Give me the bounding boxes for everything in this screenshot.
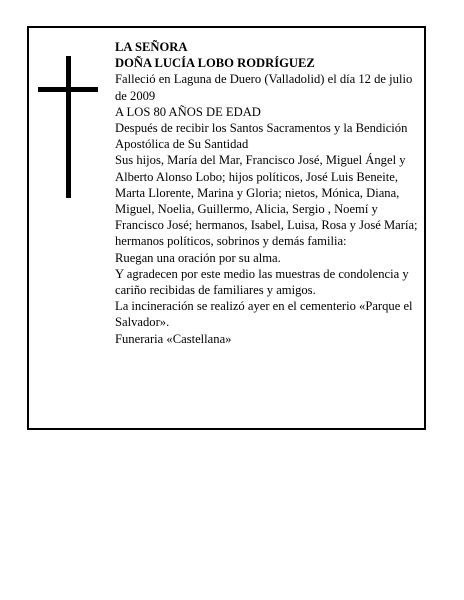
cremation-statement: La incineración se realizó ayer en el cementerio «Parque el Salvador».: [115, 299, 413, 330]
age-statement: A LOS 80 AÑOS DE EDAD: [115, 104, 261, 119]
funeral-home: Funeraria «Castellana»: [115, 331, 232, 346]
notice-text: [115, 39, 427, 347]
cross-vertical-bar: [66, 56, 71, 198]
thanks-statement: Y agradecen por este medio las muestras de condolencia y cariño recibidas de familiares y amigos.: [115, 266, 409, 298]
family-list: Sus hijos, María del Mar, Francisco José, Miguel Ángel y Alberto Alonso Lobo; hijos políticos, José Luis Beneite, Marta Llorente, Marina y Gloria; nietos, Mónica, Diana, Miguel, Noelia, Guillermo, Alicia, Sergio , Noemí y Francisco José; hermanos, Isabel, Luisa, Rosa y José María; hermanos políticos, sobrinos y demás familia:: [115, 153, 418, 249]
deceased-name: DOÑA LUCÍA LOBO RODRÍGUEZ: [115, 56, 315, 71]
cross-icon: [38, 56, 98, 198]
death-statement: Falleció en Laguna de Duero (Valladolid) el día 12 de julio de 2009: [115, 72, 413, 103]
honorific: LA SEÑORA: [115, 40, 188, 54]
obituary-notice: [27, 26, 426, 430]
cross-horizontal-bar: [38, 87, 98, 92]
sacraments-statement: Después de recibir los Santos Sacramentos y la Bendición Apostólica de Su Santidad: [115, 121, 408, 152]
prayer-request: Ruegan una oración por su alma.: [115, 250, 281, 265]
